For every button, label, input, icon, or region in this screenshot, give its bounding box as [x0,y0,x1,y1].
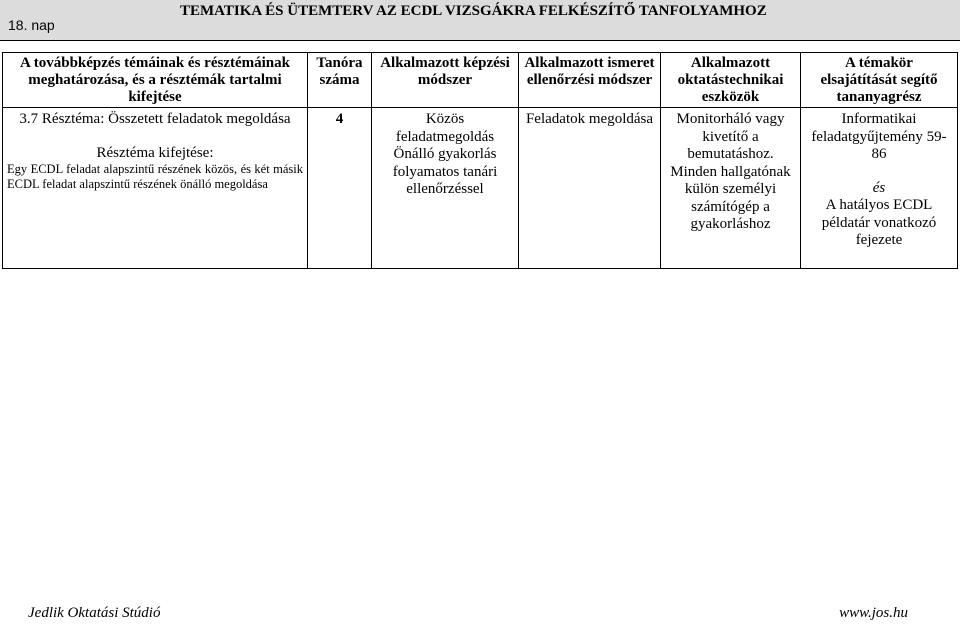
footer-right: www.jos.hu [839,605,908,621]
footer-left: Jedlik Oktatási Stúdió [28,605,161,621]
header-topic: A továbbképzés témáinak és résztémáinak meghatározása, és a résztémák tartalmi kifejtése [3,53,308,108]
page-header [0,0,960,41]
material-and: és [872,179,886,196]
material-part-1: Informatikai feladatgyűjtemény 59-86 [811,111,947,162]
header-tools: Alkalmazott oktatástechnikai eszközök [661,53,801,108]
topic-title: 3.7 Résztéma: Összetett feladatok megoldása [19,111,291,127]
table-header-row [3,53,958,108]
day-label: 18. nap [8,17,55,33]
header-material: A témakör elsajátítását segítő tananyagrész [801,53,958,108]
material-part-2: A hatályos ECDL példatár vonatkozó fejezete [821,197,937,248]
curriculum-table [2,52,958,269]
header-training-method: Alkalmazott képzési módszer [372,53,519,108]
topic-description: Egy ECDL feladat alapszintű részének közös, és két másik ECDL feladat alapszintű részének önálló megoldása [7,162,303,191]
cell-material [801,108,958,269]
header-hours: Tanóra száma [308,53,372,108]
cell-hours: 4 [308,108,372,269]
cell-topic [3,108,308,269]
cell-tools: Monitorháló vagy kivetítő a bemutatáshoz. Minden hallgatónak külön személyi számítógép a gyakorláshoz [661,108,801,269]
document-title: TEMATIKA ÉS ÜTEMTERV AZ ECDL VIZSGÁKRA FELKÉSZÍTŐ TANFOLYAMHOZ [180,3,767,19]
cell-training-method: Közös feladatmegoldás Önálló gyakorlás folyamatos tanári ellenőrzéssel [372,108,519,269]
header-assessment-method: Alkalmazott ismeret ellenőrzési módszer [519,53,661,108]
table-row [3,108,958,269]
topic-subtitle: Résztéma kifejtése: [96,145,214,161]
cell-assessment-method: Feladatok megoldása [519,108,661,269]
